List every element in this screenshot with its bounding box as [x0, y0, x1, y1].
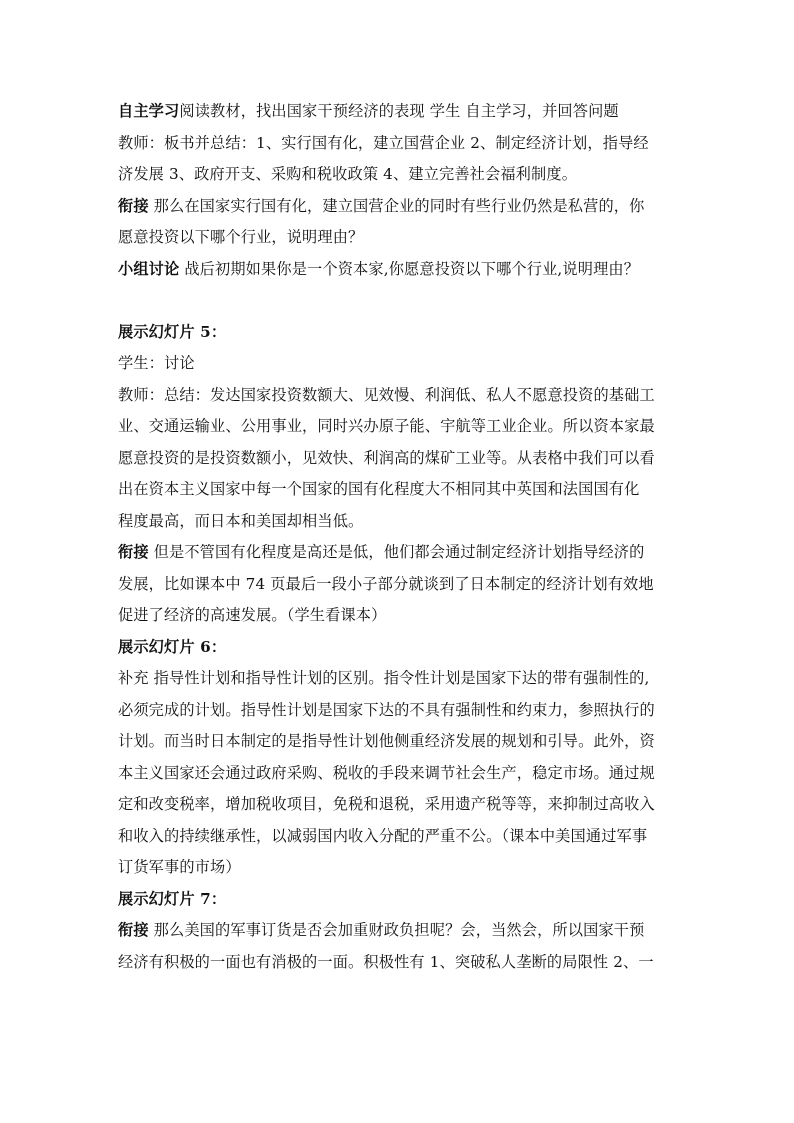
line-text: 阅读教材，找出国家干预经济的表现 学生 自主学习，并回答问题 — [179, 102, 619, 120]
document-body — [118, 96, 678, 978]
paragraph-line: 发展，比如课本中 74 页最后一段小子部分就谈到了日本制定的经济计划有效地 — [118, 574, 654, 593]
paragraph-line: 促进了经济的高速发展。（学生看课本） — [118, 606, 387, 624]
paragraph-line — [118, 254, 678, 286]
paragraph-line: 业、交通运输业、公用事业，同时兴办原子能、宇航等工业企业。所以资本家最 — [118, 417, 655, 435]
paragraph-line: 程度最高，而日本和美国却相当低。 — [118, 511, 364, 530]
line-text: 那么美国的军事订货是否会加重财政负担呢？会，当然会，所以国家干预 — [148, 921, 645, 939]
paragraph-line: 出在资本主义国家中每一个国家的国有化程度大不相同其中英国和法国国有化 — [118, 480, 640, 498]
paragraph-line — [118, 537, 678, 569]
line-text: 但是不管国有化程度是高还是低，他们都会通过制定经济计划指导经济的 — [148, 543, 645, 561]
paragraph-line — [118, 191, 678, 223]
section-label: 衔接 — [118, 196, 149, 215]
paragraph-line: 教师：板书并总结：1、实行国有化，建立国营企业 2、制定经济计划，指导经 — [118, 133, 649, 152]
paragraph-line: 订货军事的市场） — [118, 858, 241, 876]
line-text: 那么在国家实行国有化，建立国营企业的同时有些行业仍然是私营的，你 — [148, 196, 645, 215]
paragraph-line: 愿意投资以下哪个行业，说明理由？ — [118, 228, 364, 246]
paragraph-line: 补充 指导性计划和指导性计划的区别。指令性计划是国家下达的带有强制性的, — [118, 669, 650, 687]
section-label: 小组讨论 — [118, 259, 180, 278]
paragraph-line: 本主义国家还会通过政府采购、税收的手段来调节社会生产，稳定市场。通过规 — [118, 763, 655, 782]
paragraph-line: 定和改变税率，增加税收项目，免税和退税，采用遗产税等等，来抑制过高收入 — [118, 795, 655, 813]
paragraph-line: 计划。而当时日本制定的是指导性计划他侧重经济发展的规划和引导。此外，资 — [118, 732, 655, 750]
paragraph-line: 和收入的持续继承性，以减弱国内收入分配的严重不公。（课本中美国通过军事 — [118, 826, 648, 845]
paragraph-line — [118, 915, 678, 947]
slide-heading: 展示幻灯片 6： — [118, 637, 227, 656]
slide-heading: 展示幻灯片 7： — [118, 889, 227, 908]
section-label: 衔接 — [118, 921, 149, 939]
line-text: 战后初期如果你是一个资本家,你愿意投资以下哪个行业,说明理由？ — [179, 259, 640, 278]
paragraph-line: 经济有积极的一面也有消极的一面。积极性有 1、突破私人垄断的局限性 2、一 — [118, 952, 654, 971]
paragraph-line: 教师：总结：发达国家投资数额大、见效慢、利润低、私人不愿意投资的基础工 — [118, 385, 655, 404]
section-label: 自主学习 — [118, 102, 180, 120]
paragraph-line: 学生：讨论 — [118, 354, 195, 372]
paragraph-line: 必须完成的计划。指导性计划是国家下达的不具有强制性和约束力，参照执行的 — [118, 700, 655, 719]
paragraph-line: 愿意投资的是投资数额小，见效快、利润高的煤矿工业等。从表格中我们可以看 — [118, 448, 655, 467]
paragraph-line — [118, 96, 678, 128]
section-label: 衔接 — [118, 543, 149, 561]
paragraph-line: 济发展 3、政府开支、采购和税收政策 4、建立完善社会福利制度。 — [118, 165, 578, 183]
blank-line — [118, 285, 678, 317]
slide-heading: 展示幻灯片 5： — [118, 322, 227, 341]
